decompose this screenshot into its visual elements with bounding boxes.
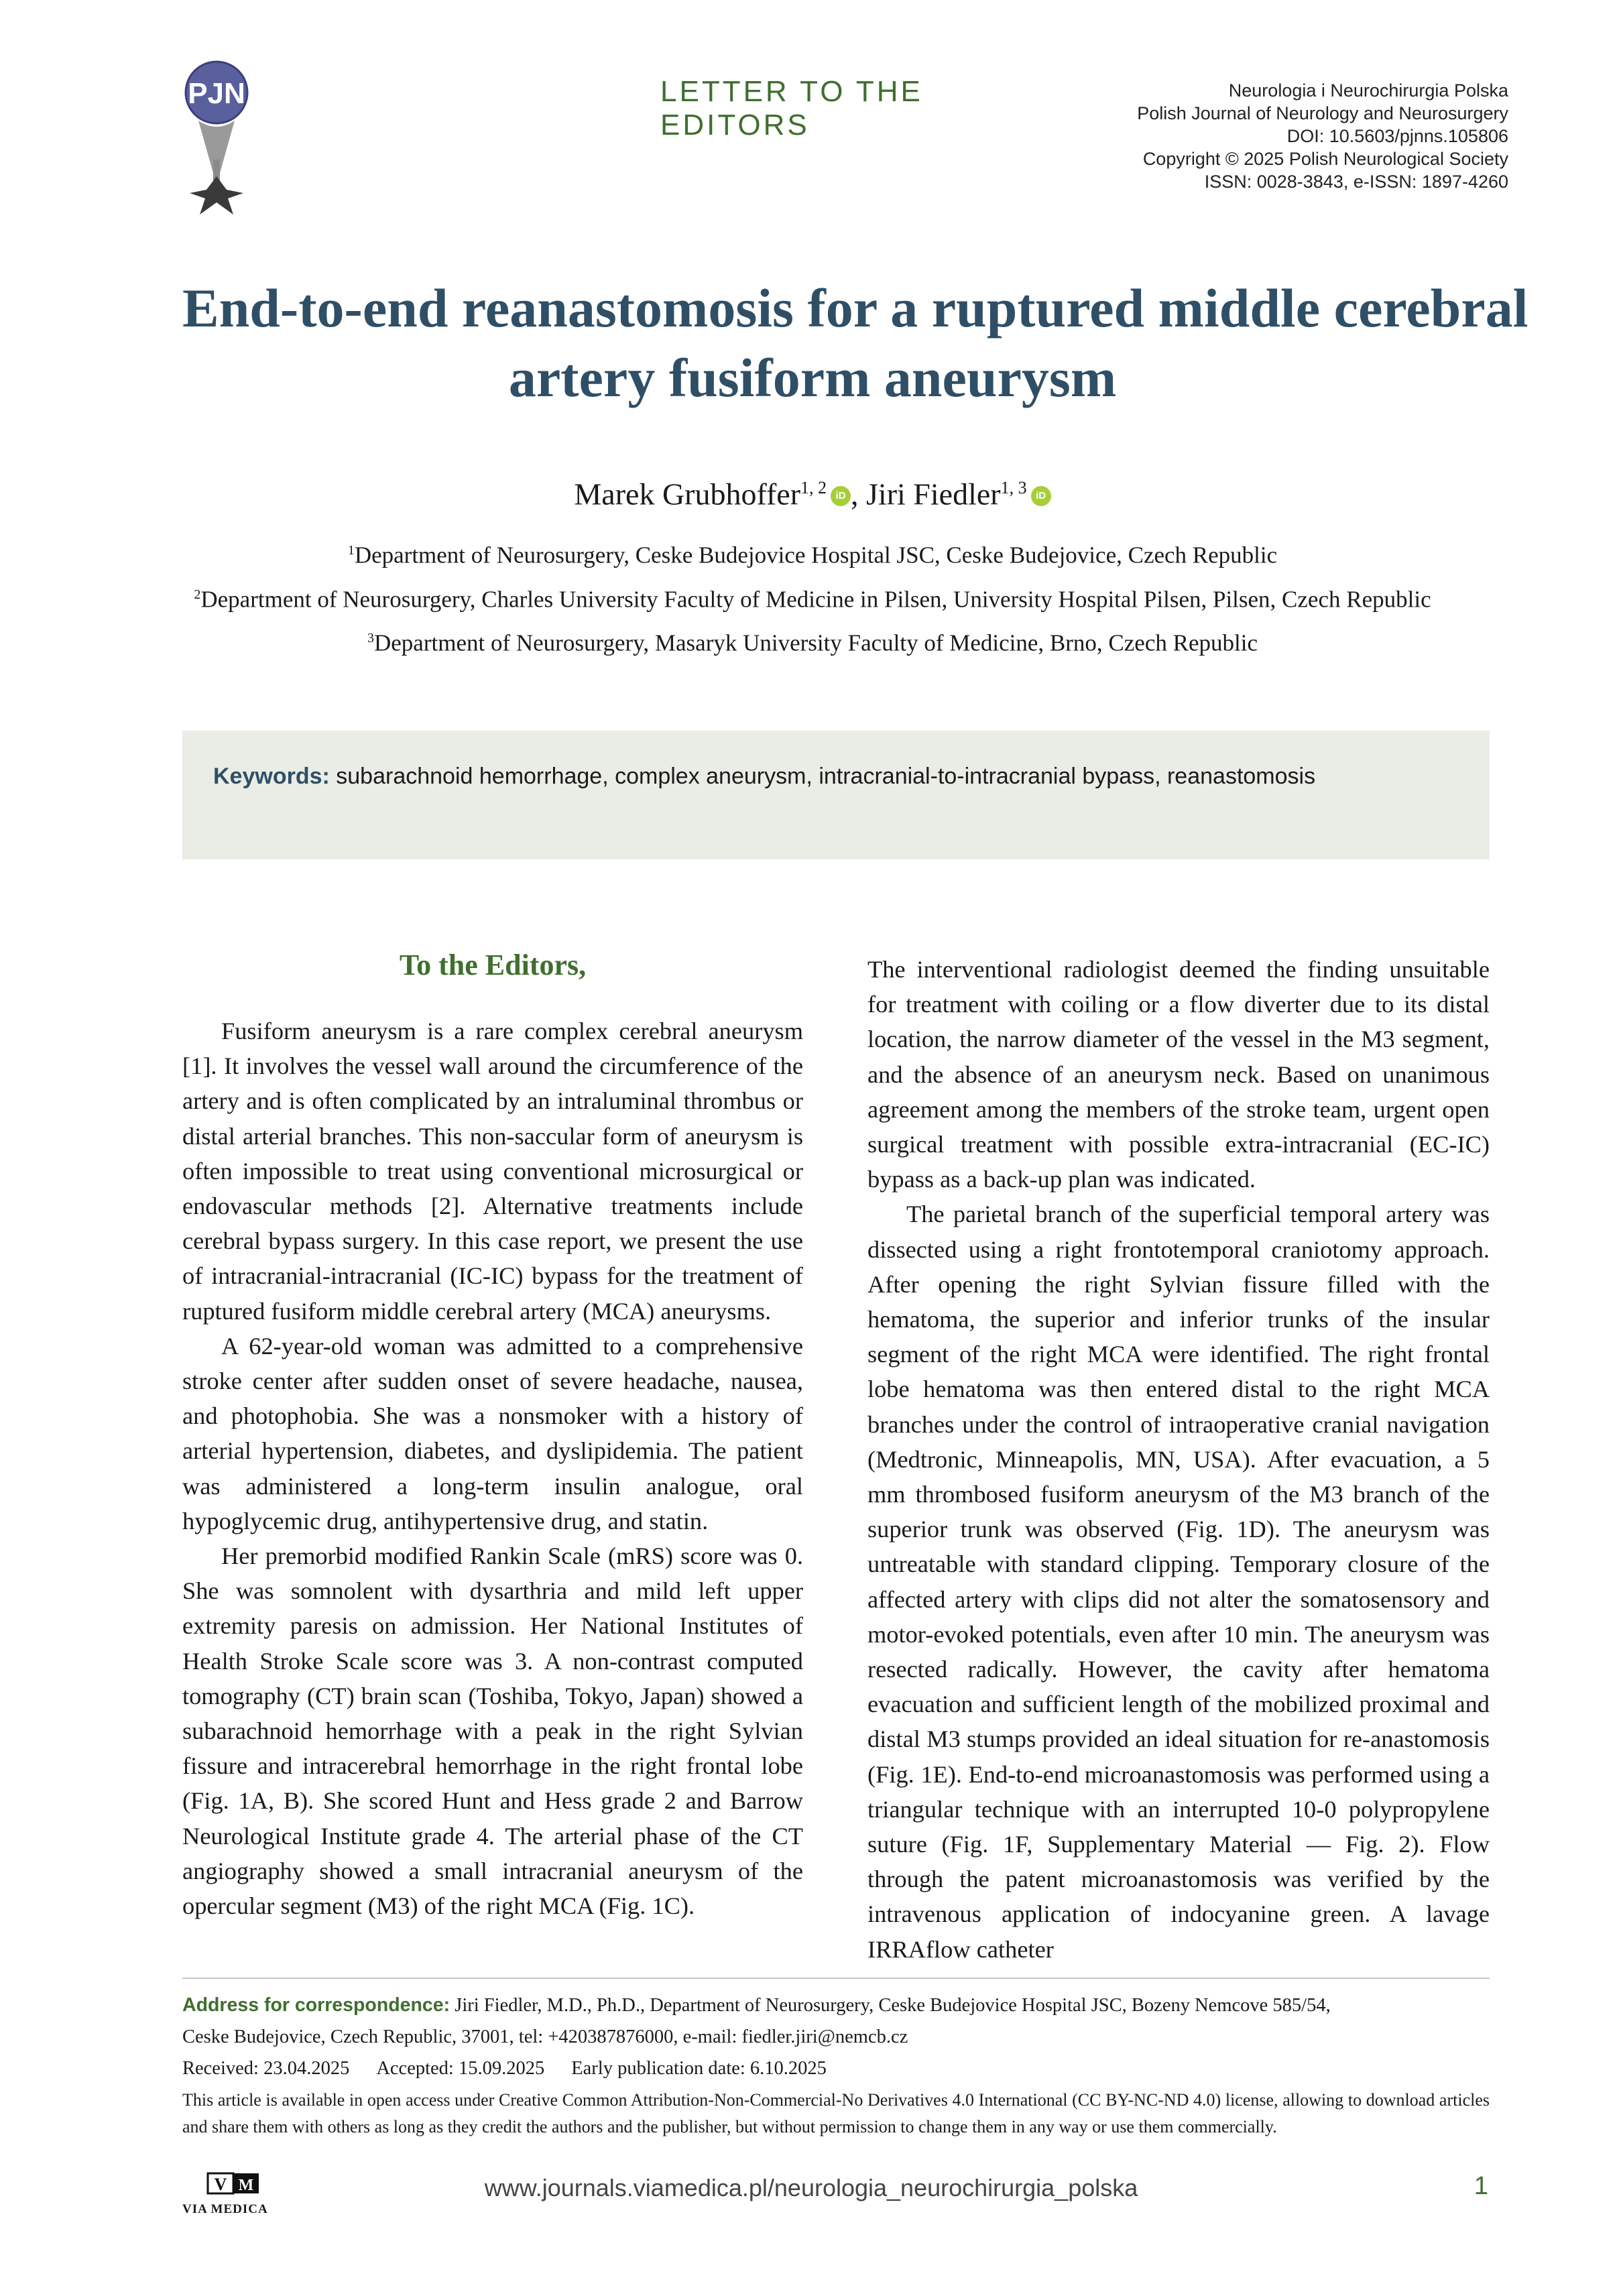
keywords-text: subarachnoid hemorrhage, complex aneurysm, intracranial-to-intracranial bypass, reanastomosis bbox=[329, 764, 1316, 789]
journal-name: Neurologia i Neurochirurgia Polska bbox=[1228, 80, 1508, 101]
affiliation-number: 3 bbox=[367, 631, 374, 646]
page-number: 1 bbox=[1474, 2172, 1488, 2200]
affiliation-text: Department of Neurosurgery, Masaryk University Faculty of Medicine, Brno, Czech Republic bbox=[374, 629, 1258, 656]
copyright: Copyright © 2025 Polish Neurological Society bbox=[1142, 149, 1508, 169]
affiliation-number: 1 bbox=[347, 543, 355, 558]
early-publication-date: Early publication date: 6.10.2025 bbox=[571, 2058, 827, 2079]
footer-divider bbox=[182, 1978, 1490, 1979]
address-label: Address for correspondence: bbox=[182, 1994, 450, 2016]
paragraph: The interventional radiologist deemed the finding unsuitable for treatment with coiling or a flow diverter due to its distal location, the narrow diameter of the vessel in the M3 segment, and the absence of an aneurysm neck. Based on unanimous agreement among the members of the stroke team, urgent open surgical treatment with possible extra-intracranial (EC-IC) bypass as a back-up plan was indicated. bbox=[867, 956, 1490, 1193]
svg-text:M: M bbox=[238, 2177, 254, 2194]
journal-logo bbox=[180, 59, 253, 220]
address-line-1: Jiri Fiedler, M.D., Ph.D., Department of Neurosurgery, Ceske Budejovice Hospital JSC, Bozeny Nemcove 585/54, bbox=[450, 1995, 1331, 2016]
section-label: LETTER TO THE EDITORS bbox=[660, 75, 923, 141]
affiliations bbox=[182, 531, 1443, 663]
correspondence-address bbox=[182, 1990, 1490, 2021]
title-line-2: artery fusiform aneurysm bbox=[508, 347, 1117, 408]
article-title bbox=[182, 274, 1528, 413]
affiliation-text: Department of Neurosurgery, Charles University Faculty of Medicine in Pilsen, University Hospital Pilsen, Pilsen, Czech Republic bbox=[200, 586, 1431, 613]
left-column bbox=[182, 947, 803, 1923]
right-column bbox=[867, 952, 1490, 1967]
footer-notes bbox=[182, 1990, 1490, 2140]
svg-text:PJN: PJN bbox=[188, 77, 245, 110]
affiliation bbox=[182, 619, 1443, 663]
keywords-label: Keywords: bbox=[213, 764, 330, 789]
affiliation bbox=[182, 575, 1443, 619]
affiliation bbox=[182, 531, 1443, 575]
journal-name-en: Polish Journal of Neurology and Neurosurgery bbox=[1137, 103, 1508, 123]
journal-info bbox=[1012, 79, 1508, 193]
address-line-2: Ceske Budejovice, Czech Republic, 37001, tel: +420387876000, e-mail: fiedler.jiri@nemcb.cz bbox=[182, 2027, 908, 2047]
paragraph: Fusiform aneurysm is a rare complex cerebral aneurysm [1]. It involves the vessel wall around the circumference of the artery and is often complicated by an intraluminal thrombus or distal arterial branches. This non-saccular form of aneurysm is often impossible to treat using conventional microsurgical or endovascular methods [2]. Alternative treatments include cerebral bypass surgery. In this case report, we present the use of intracranial-intracranial (IC-IC) bypass for the treatment of ruptured fusiform middle cerebral artery (MCA) aneurysms. bbox=[182, 1018, 803, 1325]
author-affil-sup: 1, 3 bbox=[1000, 478, 1027, 497]
doi[interactable]: DOI: 10.5603/pjnns.105806 bbox=[1286, 126, 1508, 146]
orcid-icon[interactable]: iD bbox=[1031, 486, 1051, 506]
article-dates bbox=[182, 2053, 1490, 2084]
title-line-1: End-to-end reanastomosis for a ruptured middle cerebral bbox=[182, 278, 1528, 339]
affiliation-text: Department of Neurosurgery, Ceske Budejovice Hospital JSC, Ceske Budejovice, Czech Republic bbox=[354, 542, 1278, 568]
accepted-date: Accepted: 15.09.2025 bbox=[376, 2058, 545, 2079]
paragraph: Her premorbid modified Rankin Scale (mRS) score was 0. She was somnolent with dysarthria and mild left upper extremity paresis on admission. Her National Institutes of Health Stroke Scale score was 3. A non-contrast computed tomography (CT) brain scan (Toshiba, Tokyo, Japan) showed a subarachnoid hemorrhage with a peak in the right Sylvian fissure and intracerebral hemorrhage in the right frontal lobe (Fig. 1A, B). She scored Hunt and Hess grade 2 and Barrow Neurological Institute grade 4. The arterial phase of the CT angiography showed a small intracranial aneurysm of the opercular segment (M3) of the right MCA (Fig. 1C). bbox=[182, 1543, 803, 1920]
author-name: Jiri Fiedler bbox=[866, 477, 1001, 511]
salutation-heading: To the Editors, bbox=[399, 949, 587, 981]
keywords-box bbox=[182, 731, 1490, 859]
svg-text:V: V bbox=[214, 2175, 227, 2194]
author-name: Marek Grubhoffer bbox=[574, 477, 801, 511]
author-affil-sup: 1, 2 bbox=[800, 478, 827, 497]
paragraph: The parietal branch of the superficial temporal artery was dissected using a right frontotemporal craniotomy approach. After opening the right Sylvian fissure filled with the hematoma, the superior and inferior trunks of the insular segment of the right MCA were identified. The right frontal lobe hematoma was then entered distal to the right MCA branches under the control of intraoperative cranial navigation (Medtronic, Minneapolis, MN, USA). After evacuation, a 5 mm thrombosed fusiform aneurysm of the M3 branch of the superior trunk was observed (Fig. 1D). The aneurysm was untreatable with standard clipping. Temporary closure of the affected artery with clips did not alter the somatosensory and motor-evoked potentials, even after 10 min. The aneurysm was resected radically. However, the cavity after hematoma evacuation and sufficient length of the mobilized proximal and distal M3 stumps provided an ideal situation for re-anastomosis (Fig. 1E). End-to-end microanastomosis was performed using a triangular technique with an interrupted 10-0 polypropylene suture (Fig. 1F, Supplementary Material — Fig. 2). Flow through the patent microanastomosis was verified by the intravenous application of indocyanine green. A lavage IRRAflow catheter bbox=[867, 1201, 1490, 1963]
issn: ISSN: 0028-3843, e-ISSN: 1897-4260 bbox=[1204, 172, 1508, 192]
authors: Marek Grubhoffer$^{1, 2}$ iD , Jiri Fiedler$^{1, 3}$ iD bbox=[182, 469, 1443, 513]
received-date: Received: 23.04.2025 bbox=[182, 2058, 350, 2079]
publisher-name: VIA MEDICA bbox=[182, 2202, 268, 2216]
license-notice: This article is available in open access under Creative Common Attribution-Non-Commercial-No Derivatives 4.0 International (CC BY-NC-ND 4.0) license, allowing to download articles and share them with others as long as they credit the authors and the publisher, but without permission to change them in any way or use them commercially. bbox=[182, 2090, 1490, 2136]
orcid-icon[interactable]: iD bbox=[831, 486, 851, 506]
keywords bbox=[213, 762, 1474, 791]
affiliation-number: 2 bbox=[194, 587, 201, 602]
journal-url-link[interactable]: www.journals.viamedica.pl/neurologia_neurochirurgia_polska bbox=[484, 2174, 1138, 2201]
paragraph: A 62-year-old woman was admitted to a comprehensive stroke center after sudden onset of severe headache, nausea, and photophobia. She was a nonsmoker with a history of arterial hypertension, diabetes, and dyslipidemia. The patient was administered a long-term insulin analogue, oral hypoglycemic drug, antihypertensive drug, and statin. bbox=[182, 1332, 803, 1534]
